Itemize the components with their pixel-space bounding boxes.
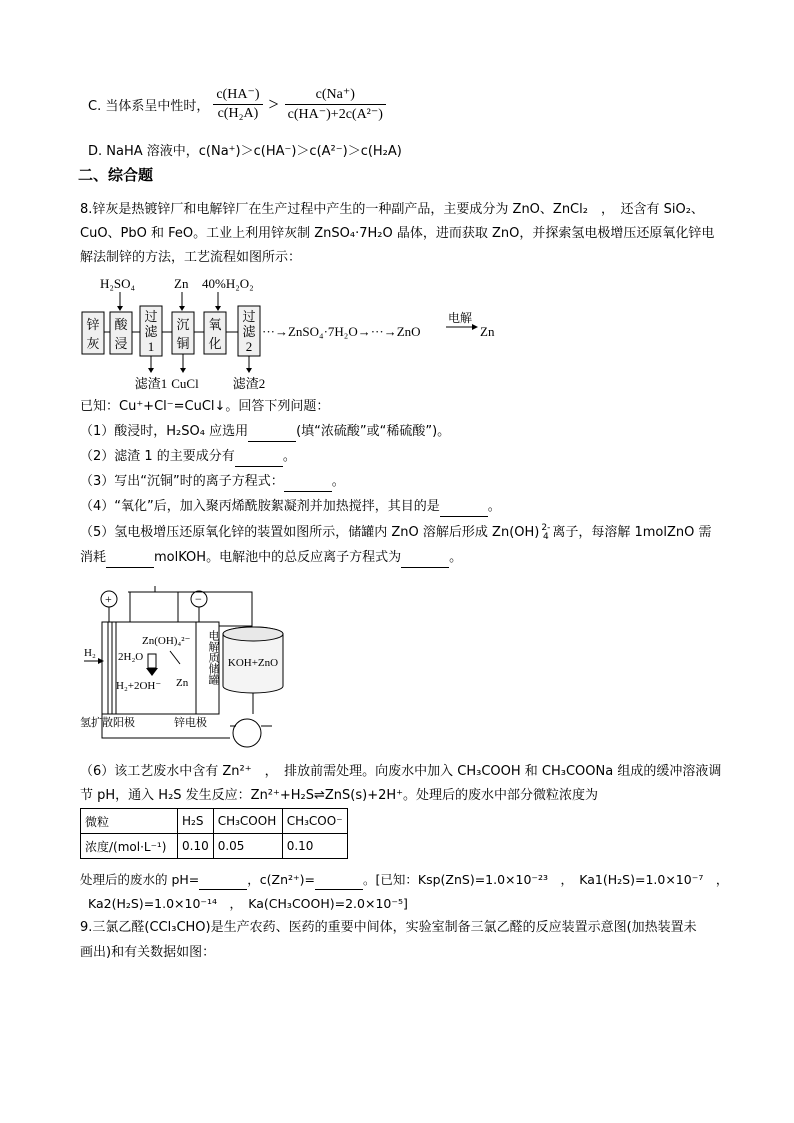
table-row <box>81 834 348 859</box>
q8-part5-line2 <box>80 548 462 568</box>
option-c-prefix: C. 当体系呈中性时， <box>88 98 210 114</box>
fraction-rhs-numerator: c(Na⁺) <box>285 86 386 105</box>
plus-symbol: + <box>105 592 112 606</box>
flow-box-copper-1: 沉 <box>176 317 190 332</box>
flow-box-acid-leach-2: 浸 <box>114 336 128 351</box>
q8-part1 <box>80 422 450 442</box>
flow-box-filter2-3: 2 <box>245 339 253 354</box>
table-cell: 0.10 <box>178 834 214 859</box>
flow-out-residue2: 滤渣2 <box>232 376 266 391</box>
q8-part6-line1: （6）该工艺废水中含有 Zn²⁺ ， 排放前需处理。向废水中加入 CH₃COOH 和 CH₃COONa 组成的缓冲溶液调 <box>80 764 722 779</box>
table-header-cell: CH₃COO⁻ <box>282 809 347 834</box>
zincate-subscript: 4 <box>542 531 549 542</box>
q8-intro-line3: 解法制锌的方法，工艺流程如图所示： <box>80 250 302 265</box>
flow-box-filter1-2: 滤 <box>144 324 158 339</box>
flow-box-oxidation-2: 化 <box>208 336 222 351</box>
device-h2-inlet: H₂ <box>84 647 96 659</box>
q8-part5-text-b: 离子，每溶解 1molZnO 需 <box>552 525 712 540</box>
concentration-table <box>80 808 348 859</box>
flow-box-filter1-3: 1 <box>147 339 155 354</box>
option-c <box>88 84 386 124</box>
q8-part5-text-d: molKOH。电解池中的总反应离子方程式为 <box>154 550 402 565</box>
answer-blank[interactable] <box>235 452 283 467</box>
fraction-lhs <box>213 86 262 122</box>
flow-box-filter2-1: 过 <box>242 309 256 324</box>
device-water: 2H₂O <box>118 651 144 663</box>
device-anode-label: 氢扩散阳极 <box>80 717 135 729</box>
q8-part1-tail: (填“浓硫酸”或“稀硫酸”)。 <box>296 424 451 439</box>
fraction-lhs-denominator: c(H₂A) <box>217 106 259 121</box>
q8-part6-ph: 处理后的废水的 pH= <box>80 872 200 887</box>
flow-box-acid-leach-1: 酸 <box>114 317 128 332</box>
flow-out-cucl: CuCl <box>171 376 199 391</box>
q8-part2-tail: 。 <box>282 449 296 464</box>
answer-blank[interactable] <box>248 427 296 442</box>
q8-part4-text: （4）“氧化”后，加入聚丙烯酰胺絮凝剂并加热搅拌，其目的是 <box>80 499 440 514</box>
flow-box-zinc-ash-2: 灰 <box>86 336 100 351</box>
table-header-cell: 微粒 <box>81 809 178 834</box>
q9-line1: 9.三氯乙醛(CCl₃CHO)是生产农药、医药的重要中间体，实验室制备三氯乙醛的反应装置示意图(加热装置未 <box>80 920 697 935</box>
q8-part6-line4: Ka2(H₂S)=1.0×10⁻¹⁴ ， Ka(CH₃COOH)=2.0×10⁻⁵] <box>88 896 408 911</box>
pump-icon <box>233 719 261 747</box>
fraction-rhs <box>285 86 386 123</box>
q8-part5-tail: 。 <box>449 550 463 565</box>
table-cell: 0.05 <box>213 834 282 859</box>
q8-part6-known: 。[已知：Ksp(ZnS)=1.0×10⁻²³ ， Ka1(H₂S)=1.0×10⁻⁷ ， <box>363 872 729 887</box>
table-cell: 浓度/(mol·L⁻¹) <box>81 834 178 859</box>
flow-box-zinc-ash-1: 锌 <box>86 317 100 332</box>
q8-part5-text-c: 消耗 <box>80 550 107 565</box>
flow-box-copper-2: 铜 <box>176 336 190 351</box>
q8-part1-text: （1）酸浸时，H₂SO₄ 应选用 <box>80 424 249 439</box>
answer-blank[interactable] <box>440 502 488 517</box>
flow-reagent-zn: Zn <box>174 276 189 291</box>
q8-intro-line2: CuO、PbO 和 FeO。工业上利用锌灰制 ZnSO₄·7H₂O 晶体，进而获取 ZnO，并探索氢电极增压还原氧化锌电 <box>80 226 715 241</box>
q8-known: 已知：Cu⁺+Cl⁻=CuCl↓。回答下列问题： <box>80 399 330 414</box>
device-tank-content: KOH+ZnO <box>227 657 279 669</box>
flow-box-filter2-2: 滤 <box>242 324 256 339</box>
device-h2-product: H₂+2OH⁻ <box>116 680 162 692</box>
q8-part6-zn: ，c(Zn²⁺)= <box>247 872 315 887</box>
answer-blank[interactable] <box>106 553 154 568</box>
q8-part3 <box>80 472 345 492</box>
q8-part3-tail: 。 <box>331 474 345 489</box>
answer-blank[interactable] <box>401 553 449 568</box>
fraction-rhs-denominator: c(HA⁻)+2c(A²⁻) <box>287 106 383 122</box>
flow-electrolysis-label: 电解 <box>447 311 473 325</box>
device-tank-label: 电解质储罐 <box>207 630 219 685</box>
q8-part6-line3 <box>80 870 728 890</box>
flow-box-oxidation-1: 氧 <box>208 317 222 332</box>
flow-reagent-h2so4: H₂SO₄ <box>100 276 136 291</box>
q8-part4-tail: 。 <box>487 499 501 514</box>
table-header-cell: H₂S <box>178 809 214 834</box>
device-zn-label: Zn <box>176 677 189 689</box>
device-cathode-label: 锌电极 <box>174 717 207 729</box>
flow-out-residue1: 滤渣1 <box>134 376 168 391</box>
answer-blank[interactable] <box>284 477 332 492</box>
q8-part2-text: （2）滤渣 1 的主要成分有 <box>80 449 235 464</box>
process-flow-diagram <box>78 272 508 397</box>
answer-blank[interactable] <box>199 875 247 890</box>
q8-part5-line1 <box>80 523 711 543</box>
q8-intro-line1: 8.锌灰是热镀锌厂和电解锌厂在生产过程中产生的一种副产品，主要成分为 ZnO、ZnCl₂ ， 还含有 SiO₂、 <box>80 202 704 217</box>
q8-part3-text: （3）写出“沉铜”时的离子方程式： <box>80 474 284 489</box>
fraction-lhs-numerator: c(HA⁻) <box>213 86 262 105</box>
option-d: D. NaHA 溶液中，c(Na⁺)＞c(HA⁻)＞c(A²⁻)＞c(H₂A) <box>88 144 402 159</box>
table-header-row <box>81 809 348 834</box>
flow-product-zn: Zn <box>480 324 495 339</box>
flow-box-filter1-1: 过 <box>144 309 158 324</box>
q8-part4 <box>80 497 501 517</box>
comparison-operator: > <box>268 93 279 114</box>
q8-part5-text: （5）氢电极增压还原氧化锌的装置如图所示，储罐内 ZnO 溶解后形成 Zn(OH) <box>80 525 540 540</box>
electrolysis-device-diagram <box>78 586 298 754</box>
table-cell: 0.10 <box>282 834 347 859</box>
q9-line2: 画出)和有关数据如图： <box>80 945 216 960</box>
minus-symbol: − <box>195 592 202 606</box>
device-zincate: Zn(OH)₄²⁻ <box>142 635 191 647</box>
q8-part2 <box>80 447 296 467</box>
q8-part6-line2: 节 pH，通入 H₂S 发生反应：Zn²⁺+H₂S⇌ZnS(s)+2H⁺。处理后的废水中部分微粒浓度为 <box>80 788 599 803</box>
flow-tail: ···→ZnSO₄·7H₂O→···→ZnO <box>262 324 421 339</box>
table-header-cell: CH₃COOH <box>213 809 282 834</box>
zincate-charge: 2- <box>541 522 551 533</box>
flow-reagent-h2o2: 40%H₂O₂ <box>202 276 254 291</box>
answer-blank[interactable] <box>315 875 363 890</box>
section-title: 二、综合题 <box>78 166 154 184</box>
